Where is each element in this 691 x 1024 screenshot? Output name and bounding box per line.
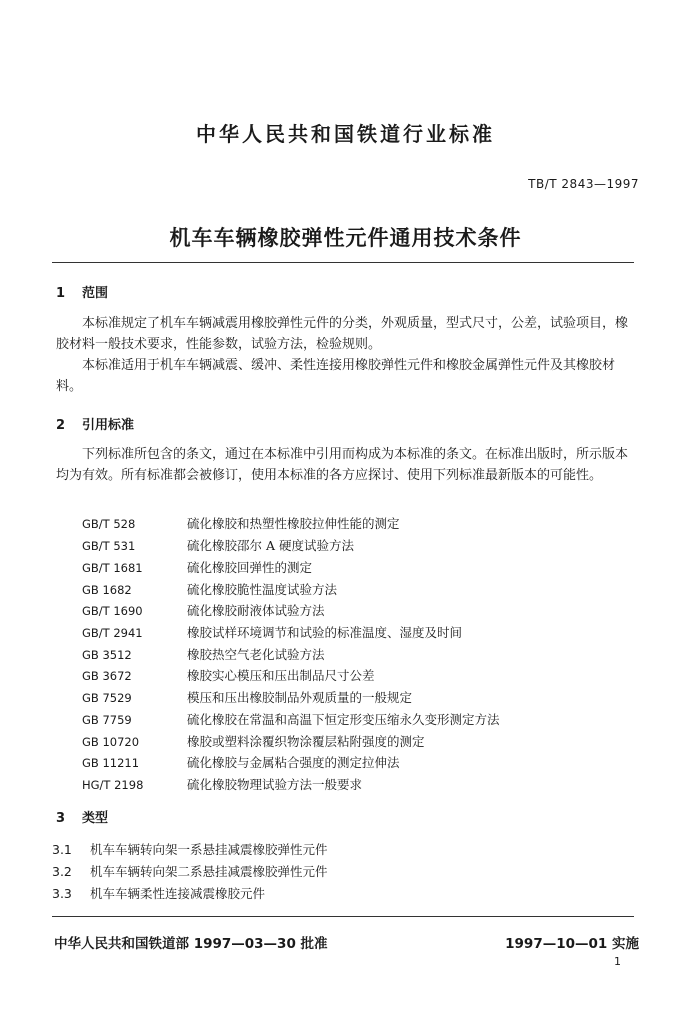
type-item — [52, 862, 328, 880]
reference-code: GB/T 528 — [82, 517, 136, 531]
reference-title: 硫化橡胶与金属粘合强度的测定拉伸法 — [187, 755, 400, 770]
section-2-heading — [56, 414, 134, 433]
reference-code: GB/T 2941 — [82, 626, 143, 640]
section-1-title: 范围 — [82, 286, 109, 301]
reference-row — [82, 732, 425, 750]
section-1-number: 1 — [56, 286, 66, 301]
reference-code: GB/T 1690 — [82, 604, 143, 618]
type-item — [52, 884, 265, 902]
reference-row — [82, 710, 500, 728]
header-divider — [52, 262, 634, 263]
reference-title: 硫化橡胶物理试验方法一般要求 — [187, 777, 363, 792]
reference-title: 硫化橡胶在常温和高温下恒定形变压缩永久变形测定方法 — [187, 712, 500, 727]
section-1-paragraph: 本标准适用于机车车辆减震、缓冲、柔性连接用橡胶弹性元件和橡胶金属弹性元件及其橡胶材料。 — [56, 358, 616, 394]
reference-title: 硫化橡胶和热塑性橡胶拉伸性能的测定 — [187, 516, 400, 531]
section-2-intro-text: 下列标准所包含的条文，通过在本标准中引用而构成为本标准的条文。在标准出版时，所示版本均为有效。所有标准都会被修订，使用本标准的各方应探讨、使用下列标准最新版本的可能性。 — [56, 447, 629, 483]
type-item-text: 机车车辆转向架一系悬挂减震橡胶弹性元件 — [90, 842, 328, 857]
section-3-number: 3 — [56, 811, 66, 826]
type-item — [52, 840, 328, 858]
reference-code: GB 7529 — [82, 691, 132, 705]
reference-code: GB/T 531 — [82, 539, 136, 553]
reference-code: GB 10720 — [82, 735, 140, 749]
section-3-heading — [56, 807, 108, 826]
section-2-title: 引用标准 — [82, 418, 135, 433]
type-item-number: 3.2 — [52, 864, 72, 879]
section-1-paragraph: 本标准规定了机车车辆减震用橡胶弹性元件的分类，外观质量，型式尺寸，公差，试验项目，橡胶材料一般技术要求，性能参数，试验方法，检验规则。 — [56, 316, 629, 352]
reference-title: 硫化橡胶耐液体试验方法 — [187, 603, 325, 618]
reference-row — [82, 688, 412, 706]
reference-title: 橡胶热空气老化试验方法 — [187, 647, 325, 662]
reference-code: GB/T 1681 — [82, 561, 143, 575]
reference-row — [82, 666, 375, 684]
standard-number: TB/T 2843—1997 — [528, 177, 639, 191]
section-3-title: 类型 — [82, 811, 109, 826]
reference-title: 硫化橡胶脆性温度试验方法 — [187, 582, 338, 597]
reference-title: 橡胶试样环境调节和试验的标准温度、湿度及时间 — [187, 625, 463, 640]
section-1-heading — [56, 282, 108, 301]
reference-title: 硫化橡胶邵尔 A 硬度试验方法 — [187, 538, 354, 553]
reference-code: GB 7759 — [82, 713, 132, 727]
reference-row — [82, 645, 325, 663]
effective-date: 1997—10—01 实施 — [505, 936, 639, 952]
reference-title: 橡胶实心模压和压出制品尺寸公差 — [187, 668, 375, 683]
reference-row — [82, 580, 337, 598]
reference-row — [82, 753, 400, 771]
reference-code: GB 1682 — [82, 583, 132, 597]
approval-line: 中华人民共和国铁道部 1997—03—30 批准 — [54, 936, 328, 952]
reference-title: 橡胶或塑料涂覆织物涂覆层粘附强度的测定 — [187, 734, 425, 749]
type-item-text: 机车车辆转向架二系悬挂减震橡胶弹性元件 — [90, 864, 328, 879]
section-2-number: 2 — [56, 418, 66, 433]
reference-title: 模压和压出橡胶制品外观质量的一般规定 — [187, 690, 413, 705]
reference-row — [82, 775, 362, 793]
reference-code: GB 3672 — [82, 669, 132, 683]
document-title: 机车车辆橡胶弹性元件通用技术条件 — [169, 226, 522, 250]
reference-row — [82, 601, 325, 619]
reference-code: GB 11211 — [82, 756, 140, 770]
reference-code: HG/T 2198 — [82, 778, 144, 792]
footer-divider — [52, 916, 634, 917]
type-item-text: 机车车辆柔性连接减震橡胶元件 — [90, 886, 266, 901]
section-1-body — [56, 313, 638, 397]
reference-row — [82, 558, 312, 576]
reference-row — [82, 514, 400, 532]
reference-row — [82, 623, 462, 641]
reference-title: 硫化橡胶回弹性的测定 — [187, 560, 313, 575]
page-number: 1 — [614, 955, 621, 968]
reference-code: GB 3512 — [82, 648, 132, 662]
reference-row — [82, 536, 354, 554]
type-item-number: 3.3 — [52, 886, 72, 901]
issuing-standard-header: 中华人民共和国铁道行业标准 — [196, 122, 495, 146]
type-item-number: 3.1 — [52, 842, 72, 857]
section-2-intro — [56, 444, 638, 486]
